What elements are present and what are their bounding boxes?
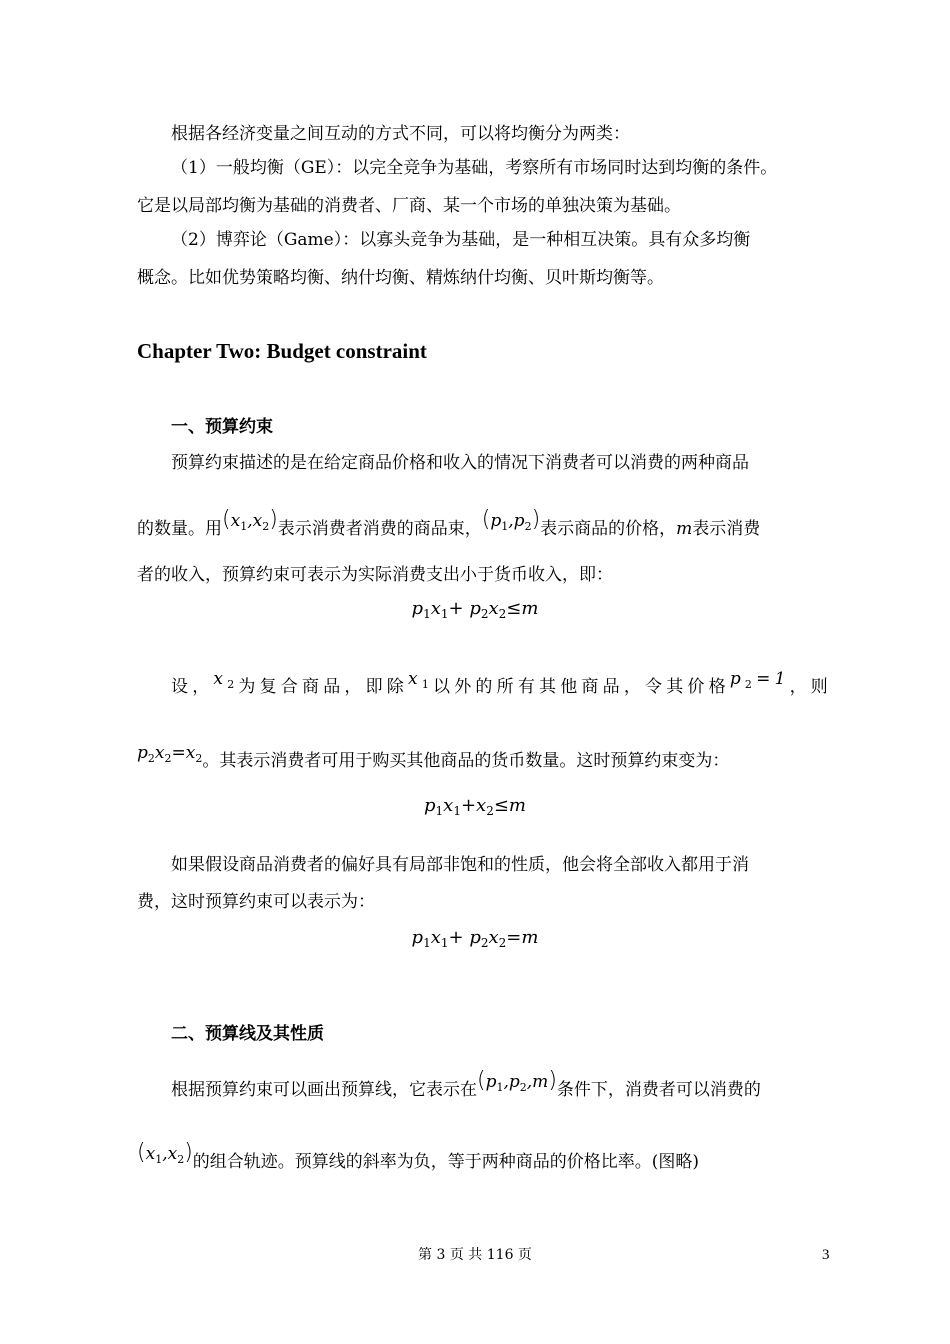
budget-inequality-formula: $p_1x_1+ p_2x_2\le m$: [411, 598, 539, 621]
text-span: 设，: [171, 677, 214, 697]
section2-p1-line1: [171, 1068, 842, 1107]
budget-inequality-composite-formula: $p_1x_1+x_2\le m$: [424, 795, 526, 818]
params-p1-p2-m: $(p_1,p_2,m)$: [477, 1068, 557, 1094]
section1-p1-line1: 预算约束描述的是在给定商品价格和收入的情况下消费者可以消费的两种商品: [171, 453, 749, 473]
section1-p3-line1: 如果假设商品消费者的偏好具有局部非饱和的性质，他会将全部收入都用于消: [171, 855, 749, 875]
page-footer: 第 3 页 共 116 页: [418, 1247, 532, 1263]
p2x2-equals-x2: $p_2x_2=x_2$: [137, 743, 203, 765]
budget-equality-formula: $p_1x_1+ p_2x_2=m$: [411, 927, 539, 950]
text-span: 为复合商品，即除: [238, 677, 409, 697]
intro-paragraph: 根据各经济变量之间互动的方式不同，可以将均衡分为两类：: [171, 124, 630, 144]
var-x2: $x_2$: [213, 669, 239, 691]
text-span: ，则: [789, 677, 832, 697]
section1-p2-line1: [171, 669, 842, 704]
text-span: 的组合轨迹。预算线的斜率为负，等于两种商品的价格比率。(图略): [192, 1152, 700, 1172]
chapter-title: Chapter Two: Budget constraint: [137, 339, 427, 363]
ge-paragraph-line1: （1）一般均衡（GE）：以完全竞争为基础，考察所有市场同时达到均衡的条件。: [171, 158, 778, 178]
section1-p1-line3: 者的收入，预算约束可表示为实际消费支出小于货币收入，即：: [137, 565, 613, 585]
bundle-x1-x2: $(x_1,x_2)$: [137, 1140, 193, 1166]
section1-p2-line2: [137, 743, 842, 778]
text-span: 表示商品的价格，: [540, 519, 677, 539]
section1-p1-line2: [137, 507, 842, 546]
text-span: 表示消费: [692, 519, 761, 539]
text-span: 根据预算约束可以画出预算线，它表示在: [171, 1080, 477, 1100]
text-span: 以外的所有其他商品，令其价格: [433, 677, 730, 697]
bundle-x1-x2: $(x_1,x_2)$: [222, 507, 278, 533]
text-span: 。其表示消费者可用于购买其他商品的货币数量。这时预算约束变为：: [202, 751, 730, 771]
text-span: 条件下，消费者可以消费的: [556, 1080, 761, 1100]
page-number: 3: [822, 1247, 830, 1263]
text-span: 表示消费者消费的商品束，: [277, 519, 482, 539]
section2-heading: 二、预算线及其性质: [171, 1024, 324, 1044]
ge-paragraph-line2: 它是以局部均衡为基础的消费者、厂商、某一个市场的单独决策为基础。: [137, 196, 681, 216]
game-paragraph-line1: （2）博弈论（Game）：以寡头竞争为基础，是一种相互决策。具有众多均衡: [171, 230, 751, 250]
price-p2-equals-1: $p_2=1$: [729, 669, 790, 691]
prices-p1-p2: $(p_1,p_2)$: [481, 507, 541, 533]
income-symbol: m: [676, 519, 693, 539]
var-x1: $x_1$: [408, 669, 434, 691]
section2-p1-line2: [137, 1140, 842, 1179]
section1-p3-line2: 费，这时预算约束可以表示为：: [137, 892, 375, 912]
section1-heading: 一、预算约束: [171, 417, 273, 437]
game-paragraph-line2: 概念。比如优势策略均衡、纳什均衡、精炼纳什均衡、贝叶斯均衡等。: [137, 268, 664, 288]
text-span: 的数量。用: [137, 519, 222, 539]
